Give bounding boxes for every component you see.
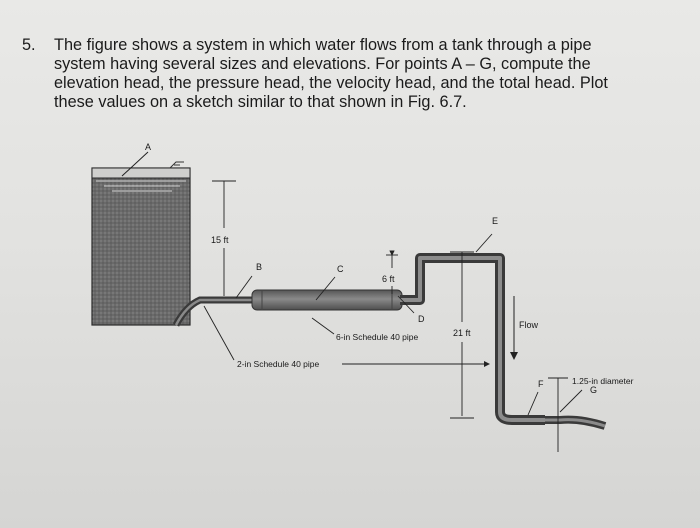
point-label-d: D bbox=[418, 314, 425, 324]
problem-line-1: The figure shows a system in which water flows from a tank through a pipe bbox=[54, 36, 592, 54]
outlet-nozzle bbox=[545, 420, 605, 426]
riser-pipe bbox=[400, 258, 545, 420]
dimension-label-6ft: 6 ft bbox=[382, 274, 395, 284]
six-inch-pipe bbox=[252, 290, 402, 310]
two-inch-pipe-label: 2-in Schedule 40 pipe bbox=[237, 359, 320, 369]
problem-number: 5. bbox=[22, 36, 36, 54]
dimension-label-21ft: 21 ft bbox=[453, 328, 471, 338]
problem-line-2: system having several sizes and elevations. For points A – G, compute the bbox=[54, 55, 591, 73]
flow-label: Flow bbox=[519, 320, 539, 330]
point-label-c: C bbox=[337, 264, 344, 274]
flow-arrow bbox=[510, 296, 518, 360]
problem-line-4: these values on a sketch similar to that shown in Fig. 6.7. bbox=[54, 93, 467, 111]
point-label-g: G bbox=[590, 385, 598, 395]
tank bbox=[92, 152, 190, 325]
six-inch-pipe-label: 6-in Schedule 40 pipe bbox=[336, 332, 419, 342]
point-label-b: B bbox=[256, 262, 263, 272]
problem-line-3: elevation head, the pressure head, the velocity head, and the total head. Plot bbox=[54, 74, 608, 92]
point-label-e: E bbox=[492, 216, 499, 226]
point-label-a: A bbox=[145, 142, 152, 152]
dimension-label-15ft: 15 ft bbox=[211, 235, 229, 245]
outlet-diameter-label: 1.25-in diameter bbox=[572, 376, 634, 386]
point-label-f: F bbox=[538, 379, 544, 389]
